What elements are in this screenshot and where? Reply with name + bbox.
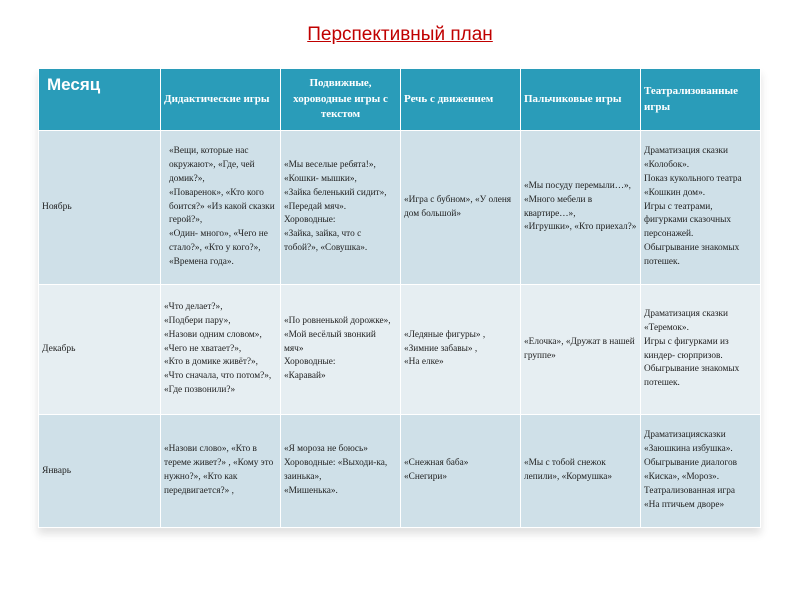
table-row: [39, 415, 761, 528]
table-row: [39, 131, 761, 285]
header-finger: Пальчиковые игры: [521, 69, 641, 131]
cell-finger: «Мы посуду перемыли…», «Много мебели в квартире…», «Игрушки», «Кто приехал?»: [521, 131, 641, 285]
plan-table: [38, 68, 761, 528]
cell-speech: «Ледяные фигуры» , «Зимние забавы» , «На елке»: [401, 285, 521, 415]
page-title: Перспективный план: [307, 24, 493, 45]
cell-didactic: «Назови слово», «Кто в тереме живет?» , «Кому это нужно?», «Кто как передвигается?» ,: [161, 415, 281, 528]
cell-finger: «Елочка», «Дружат в нашей группе»: [521, 285, 641, 415]
cell-speech: «Снежная баба» «Снегири»: [401, 415, 521, 528]
cell-didactic: «Вещи, которые нас окружают», «Где, чей домик?», «Поваренок», «Кто кого боится?» «Из какой сказки герой?», «Один- много», «Чего не стало?», «Кто у кого?», «Времена года».: [161, 131, 281, 285]
header-month: Месяц: [39, 69, 161, 131]
cell-mobile: «Мы веселые ребята!», «Кошки- мышки», «Зайка беленький сидит», «Передай мяч». Хороводные: «Зайка, зайка, что с тобой?», «Совушка».: [281, 131, 401, 285]
cell-month: Декабрь: [39, 285, 161, 415]
cell-mobile: «Я мороза не боюсь» Хороводные: «Выходи-ка, заинька», «Мишенька».: [281, 415, 401, 528]
header-mobile: Подвижные, хороводные игры с текстом: [281, 69, 401, 131]
cell-theater: Драматизация сказки «Теремок». Игры с фигурками из киндер- сюрпризов. Обыгрывание знакомых потешек.: [641, 285, 761, 415]
cell-speech: «Игра с бубном», «У оленя дом большой»: [401, 131, 521, 285]
header-didactic: Дидактические игры: [161, 69, 281, 131]
cell-month: Январь: [39, 415, 161, 528]
header-theater: Театрализованные игры: [641, 69, 761, 131]
table-row: [39, 285, 761, 415]
cell-theater: Драматизациясказки «Заюшкина избушка». Обыгрывание диалогов «Киска», «Мороз». Театрализованная игра «На птичьем дворе»: [641, 415, 761, 528]
cell-finger: «Мы с тобой снежок лепили», «Кормушка»: [521, 415, 641, 528]
cell-month: Ноябрь: [39, 131, 161, 285]
cell-didactic: «Что делает?», «Подбери пару», «Назови одним словом», «Чего не хватает?», «Кто в домике живёт?», «Что сначала, что потом?», «Где позвонили?»: [161, 285, 281, 415]
cell-mobile: «По ровненькой дорожке», «Мой весёлый звонкий мяч» Хороводные: «Каравай»: [281, 285, 401, 415]
cell-theater: Драматизация сказки «Колобок». Показ кукольного театра «Кошкин дом». Игры с театрами, фигурками сказочных персонажей. Обыгрывание знакомых потешек.: [641, 131, 761, 285]
table-header-row: [39, 69, 761, 131]
header-speech: Речь с движением: [401, 69, 521, 131]
